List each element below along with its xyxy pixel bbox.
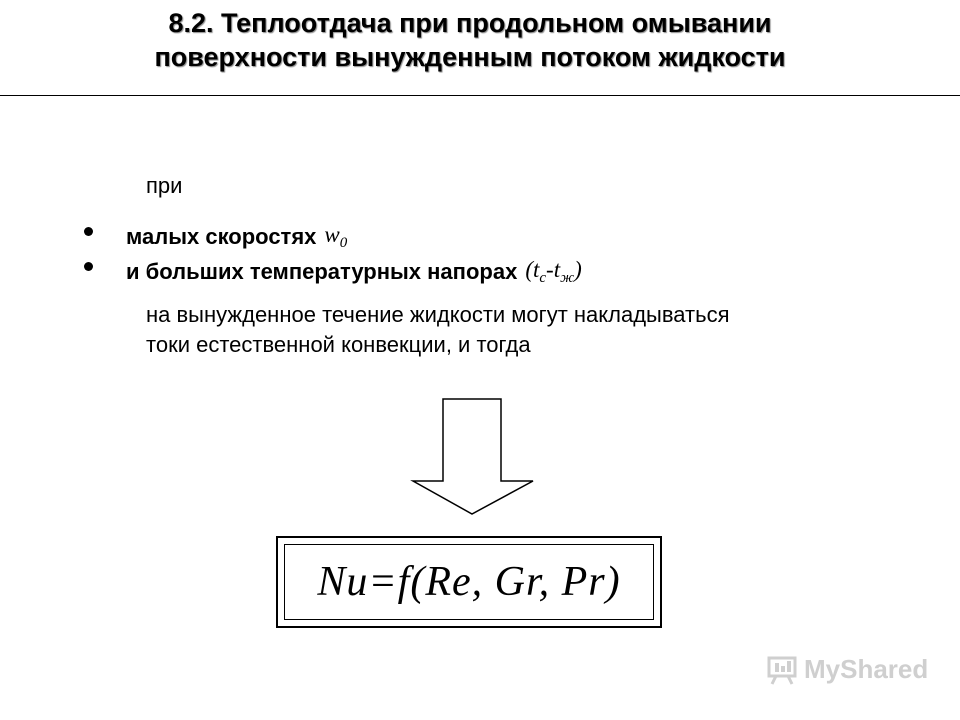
watermark — [766, 654, 928, 685]
velocity-symbol: $w_0$ — [324, 222, 348, 251]
bullet-icon — [84, 227, 93, 236]
bullet-item-low-velocity — [84, 222, 347, 252]
presentation-board-icon — [766, 655, 800, 685]
explanation-paragraph — [146, 300, 730, 360]
bullet-text: малых скоростях — [126, 224, 317, 249]
slide-title — [0, 6, 940, 74]
bullet-item-temperature-head — [84, 257, 582, 287]
bullet-text: и больших температурных напорах — [126, 259, 518, 284]
temperature-difference-symbol: $(t_c-t_ж)$ — [525, 257, 582, 286]
paragraph-line-1: на вынужденное течение жидкости могут накладываться — [146, 302, 730, 327]
nusselt-formula: Nu=f(Re, Gr, Pr) — [284, 544, 654, 620]
title-line-2: поверхности вынужденным потоком жидкости — [154, 42, 786, 72]
intro-text: при — [146, 173, 183, 198]
down-arrow-icon — [410, 398, 536, 516]
paragraph-line-2: токи естественной конвекции, и тогда — [146, 332, 531, 357]
title-divider — [0, 95, 960, 96]
title-line-1: 8.2. Теплоотдача при продольном омывании — [168, 8, 772, 38]
watermark-text: MyShared — [804, 654, 929, 684]
bullet-icon — [84, 262, 93, 271]
formula-box — [276, 536, 662, 628]
